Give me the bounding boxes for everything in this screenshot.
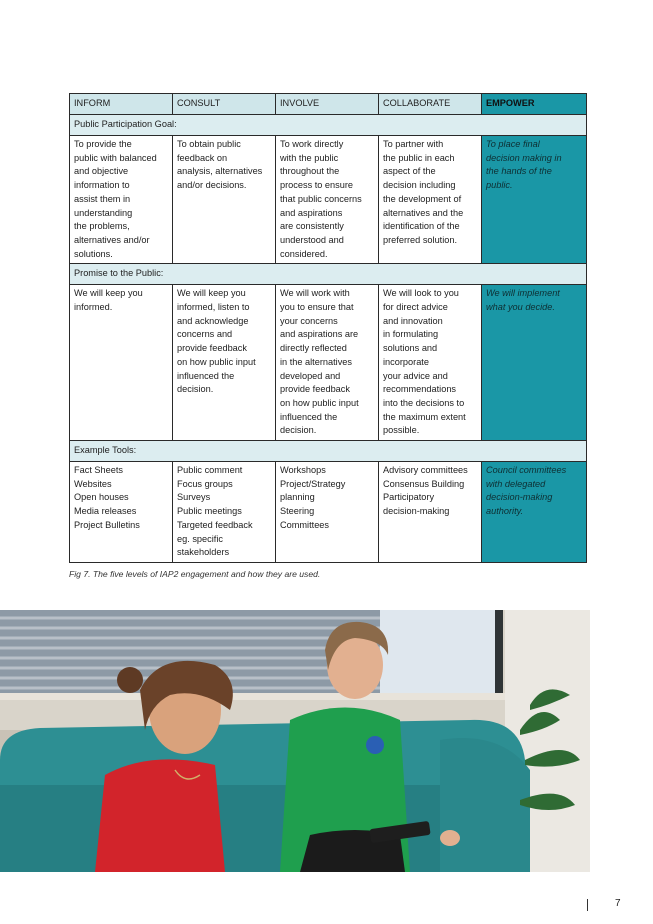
cell-text-line: for direct advice [383,302,448,313]
cell-text-line: Consensus Building [383,478,465,489]
cell-text-line: your concerns [280,315,338,326]
cell-text-line: decision. [280,425,317,436]
cell-text-line: analysis, alternatives [177,166,263,177]
cell-text-line: Project/Strategy [280,478,346,489]
cell-text-line: solutions. [74,248,113,259]
cell-text-line: public. [486,180,513,191]
cell-involve [276,285,379,441]
cell-collaborate [379,285,482,441]
cell-text-line: Workshops [280,465,326,476]
cell-text-line: Participatory [383,492,435,503]
cell-text-line: We will work with [280,288,350,299]
cell-text-line: possible. [383,425,420,436]
cell-text-line: aspect of the [383,166,436,177]
cell-empower [482,136,587,264]
cell-text-line: alternatives and/or [74,234,150,245]
cell-text-line: Surveys [177,492,211,503]
cell-text-line: To obtain public [177,139,241,149]
figure-caption: Fig 7. The five levels of IAP2 engagement and how they are used. [69,569,321,579]
cell-text-line: stakeholders [177,547,230,558]
table-body [70,115,587,563]
cell-text-line: Committees [280,519,330,530]
cell-text-line: Public comment [177,465,243,476]
cell-text-line: in formulating [383,329,439,340]
cell-text-line: the maximum extent [383,411,466,422]
header-inform: INFORM [70,94,173,115]
cell-text-line: eg. specific [177,533,223,544]
table-row [70,285,587,441]
cell-text-line: provide feedback [177,343,247,354]
cell-text-line: Targeted feedback [177,519,253,530]
cell-text-line: provide feedback [280,384,350,395]
cell-text-line: decision. [177,384,214,395]
cell-text-line: We will look to you [383,288,459,299]
cell-text-line: informed. [74,302,113,313]
cell-text-line: on how public input [280,397,359,408]
cell-text-line: incorporate [383,356,429,367]
cell-text-line: Media releases [74,506,137,517]
cell-text-line: To provide the [74,139,132,149]
photo-illustration [0,610,590,872]
cell-text-line: Open houses [74,492,129,503]
cell-text-line: and aspirations are [280,329,359,340]
cell-text-line: To work directly [280,139,344,149]
cell-text-line: To place final [486,139,540,149]
cell-text-line: Advisory committees [383,465,468,476]
header-collaborate: COLLABORATE [379,94,482,115]
cell-text-line: your advice and [383,370,448,381]
cell-text-line: and/or decisions. [177,180,247,191]
cell-text-line: concerns and [177,329,233,340]
page-separator [587,899,588,911]
page-number: 7 [615,898,621,909]
section-row [70,115,587,136]
cell-text-line: identification of the [383,221,460,232]
cell-text-line: decision-making [383,506,450,517]
table-header-row [70,94,587,115]
cell-text-line: and acknowledge [177,315,249,326]
cell-text-line: with delegated [486,478,546,489]
cell-text-line: preferred solution. [383,234,458,245]
cell-text-line: public with balanced [74,152,157,163]
cell-text-line: Council committees [486,465,567,476]
cell-text-line: recommendations [383,384,457,395]
cell-text-line: are consistently [280,221,344,232]
section-title: Public Participation Goal: [70,115,587,136]
cell-inform [70,136,173,264]
cell-collaborate [379,462,482,563]
cell-inform [70,462,173,563]
cell-text-line: alternatives and the [383,207,464,218]
section-title: Example Tools: [70,441,587,462]
cell-text-line: that public concerns [280,193,362,204]
cell-text-line: you to ensure that [280,302,354,313]
cell-text-line: the hands of the [486,166,552,177]
cell-text-line: decision-making [486,492,553,503]
cell-text-line: the public in each [383,152,455,163]
cell-empower [482,462,587,563]
cell-consult [173,136,276,264]
cell-text-line: what you decide. [486,302,555,313]
table-row [70,462,587,563]
cell-consult [173,285,276,441]
header-consult: CONSULT [173,94,276,115]
cell-text-line: the problems, [74,221,130,232]
cell-text-line: To partner with [383,139,444,149]
cell-text-line: planning [280,492,315,503]
cell-text-line: influenced the [177,370,235,381]
cell-text-line: throughout the [280,166,340,177]
cell-text-line: We will implement [486,288,560,299]
cell-text-line: on how public input [177,356,256,367]
cell-text-line: feedback on [177,152,228,163]
cell-text-line: and innovation [383,315,443,326]
cell-text-line: and objective [74,166,129,177]
cell-text-line: and aspirations [280,207,343,218]
cell-text-line: directly reflected [280,343,347,354]
cell-text-line: in the alternatives [280,356,353,367]
cell-text-line: information to [74,180,130,191]
cell-text-line: understanding [74,207,133,218]
cell-text-line: Steering [280,506,315,517]
cell-involve [276,462,379,563]
header-involve: INVOLVE [276,94,379,115]
cell-consult [173,462,276,563]
engagement-photo [0,610,590,872]
cell-text-line: We will keep you [177,288,246,299]
cell-text-line: with the public [280,152,339,163]
cell-text-line: decision including [383,180,456,191]
cell-text-line: process to ensure [280,180,354,191]
cell-text-line: understood and [280,234,344,245]
table-row [70,136,587,264]
cell-text-line: solutions and [383,343,438,354]
cell-text-line: We will keep you [74,288,143,299]
section-row [70,264,587,285]
cell-text-line: authority. [486,506,524,517]
cell-text-line: developed and [280,370,341,381]
cell-text-line: Fact Sheets [74,465,124,476]
cell-text-line: influenced the [280,411,338,422]
iap2-table-container [69,93,586,563]
cell-empower [482,285,587,441]
cell-text-line: Project Bulletins [74,519,140,530]
section-row [70,441,587,462]
cell-text-line: assist them in [74,193,131,204]
cell-text-line: into the decisions to [383,397,465,408]
cell-text-line: Websites [74,478,112,489]
header-empower: EMPOWER [482,94,587,115]
cell-involve [276,136,379,264]
cell-text-line: decision making in [486,152,562,163]
cell-text-line: the development of [383,193,462,204]
cell-inform [70,285,173,441]
cell-text-line: considered. [280,248,328,259]
cell-text-line: informed, listen to [177,302,250,313]
cell-text-line: Public meetings [177,506,242,517]
cell-collaborate [379,136,482,264]
iap2-engagement-table [69,93,587,563]
section-title: Promise to the Public: [70,264,587,285]
cell-text-line: Focus groups [177,478,233,489]
